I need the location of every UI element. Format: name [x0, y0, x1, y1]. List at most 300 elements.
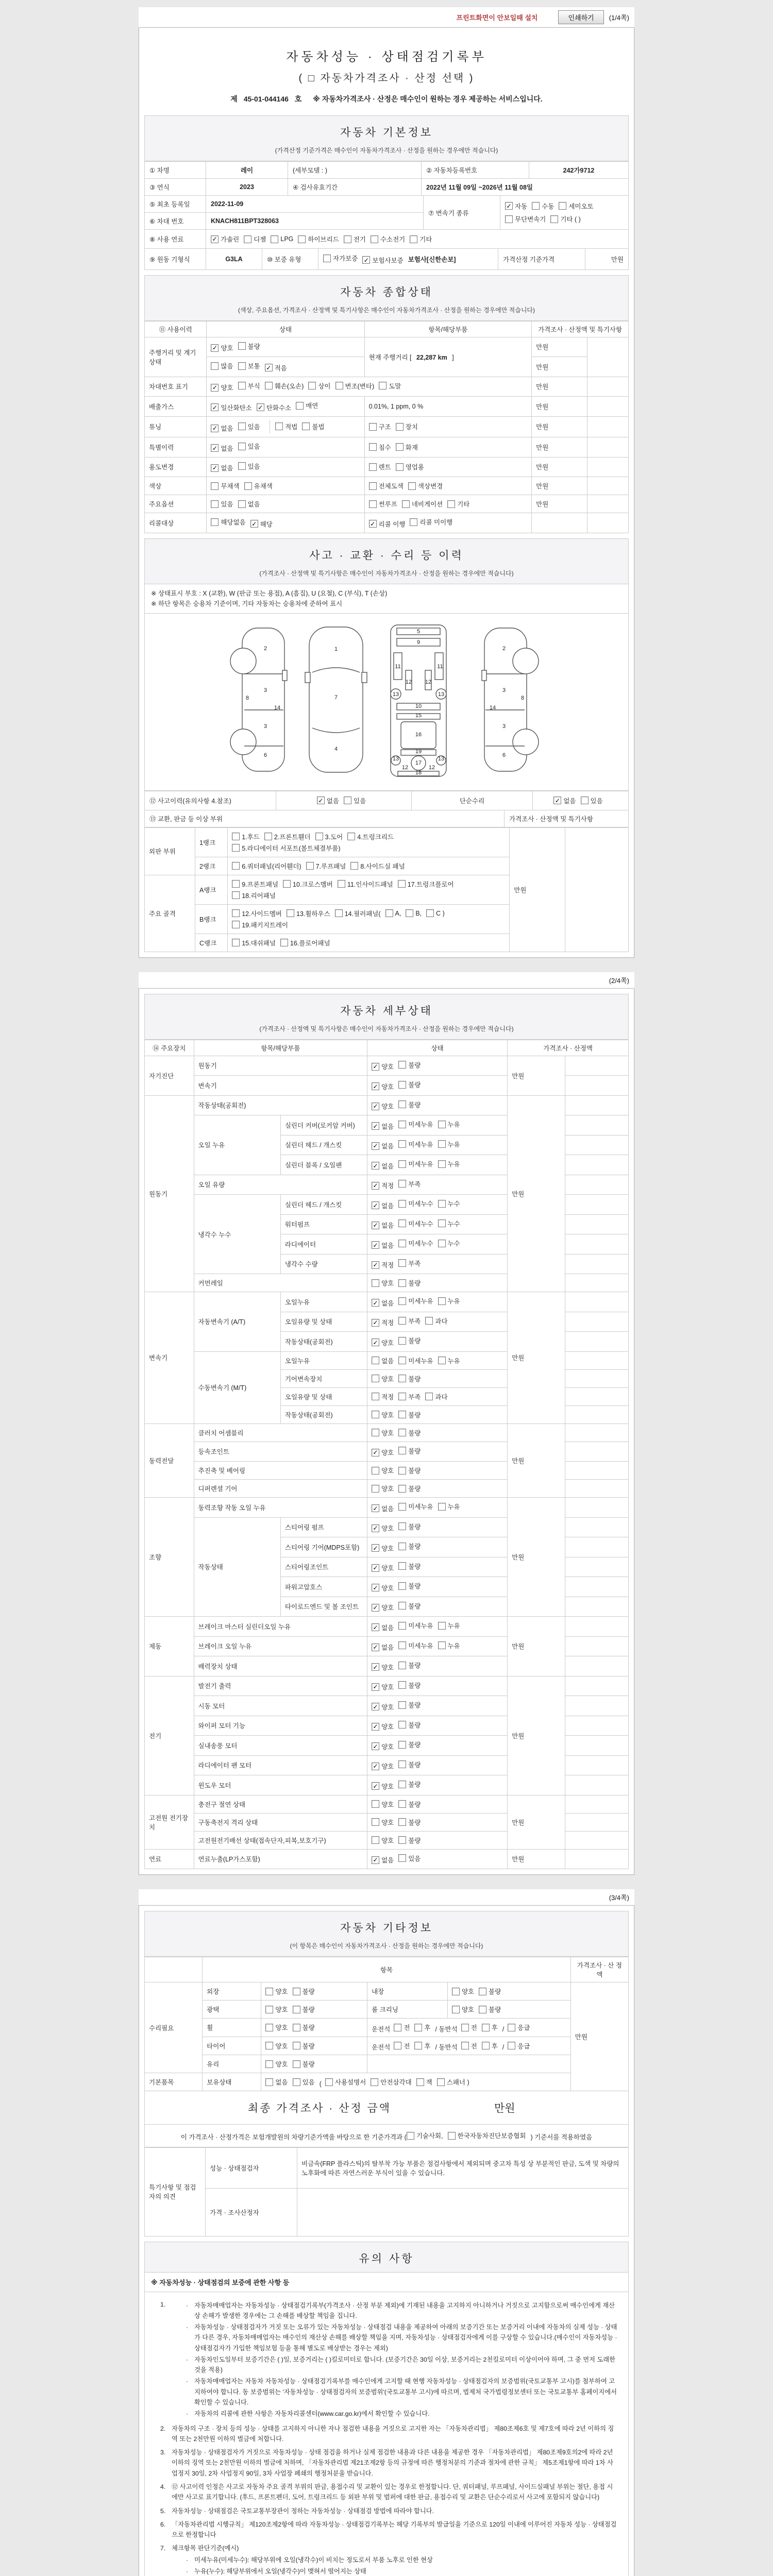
unchecked-box-icon [265, 1988, 273, 1995]
checked-box-icon: ✓ [372, 1261, 379, 1269]
checkbox-option: 불량 [398, 1760, 421, 1769]
unchecked-box-icon [398, 1200, 406, 1208]
panel-number-label: 12 [428, 764, 435, 771]
checkbox-option: 13.휠하우스 [287, 909, 330, 918]
checkbox-option: LPG [271, 235, 293, 243]
unchecked-box-icon [265, 2078, 273, 2086]
item-label: 배력장치 상태 [194, 1656, 367, 1676]
unchecked-box-icon [369, 463, 377, 471]
price-entry-cell [565, 1636, 629, 1656]
checkbox-option: ✓ 적정 [372, 1181, 394, 1190]
unchecked-box-icon [232, 844, 240, 852]
unchecked-box-icon [398, 1317, 406, 1325]
unchecked-box-icon [211, 500, 219, 508]
install-notice-link[interactable]: 프린트화면이 안보일때 설치 [456, 14, 538, 22]
unchecked-box-icon [398, 1602, 406, 1609]
panel-number-label: 14 [489, 704, 496, 711]
checkbox-option: 전체도색 [369, 481, 404, 490]
checkbox-option: ✓ 양호 [372, 1523, 394, 1533]
emission-values: 0.01%, 1 ppm, 0 % [364, 397, 532, 417]
unchecked-box-icon [293, 2006, 300, 2013]
checked-box-icon: ✓ [372, 1299, 379, 1307]
doc-no-suffix: 호 [294, 95, 302, 103]
item-label: 충전구 절연 상태 [194, 1795, 367, 1813]
unchecked-box-icon [372, 1411, 379, 1418]
panel-number-label: 13 [392, 755, 399, 762]
checkbox-option: 11.인사이드패널 [338, 879, 393, 889]
price-unit: 만원 [532, 397, 587, 417]
item-label: 오일유량 및 상태 [280, 1387, 367, 1405]
caution-text: 자동차성능 · 상태점검은 국토교통부장관이 정하는 자동차성능 · 상태점검 방법에 따라야 합니다. [172, 2507, 434, 2515]
unchecked-box-icon [398, 1800, 406, 1808]
checkbox-option: ✓ 없음 [211, 423, 233, 433]
device-group-label: 변속기 [145, 1292, 194, 1424]
price-entry-cell [565, 1332, 629, 1352]
unchecked-box-icon [238, 342, 246, 350]
caution-item [160, 2299, 619, 2420]
checkbox-option: 8.사이드실 패널 [350, 861, 405, 871]
state-checks [367, 1442, 508, 1462]
state-checks [367, 1517, 508, 1537]
checkbox-option: 기타 [447, 499, 469, 509]
inspector-remark-text: 비금속(FRP 플라스틱)의 탈부착 가능 부품은 점검사항에서 제외되며 중고차 특성 상 부분적인 판금, 도색 및 차량의 노후화에 따른 자연스러운 부식이 있을 수 있습니다. [297, 2147, 629, 2188]
panel-number-label: 3 [263, 723, 267, 730]
checkbox-option: 수동 [532, 201, 554, 211]
price-entry-cell [565, 1095, 629, 1115]
panel-number-label: 12 [425, 679, 432, 685]
checkbox-option: ✓ 양호 [372, 1101, 394, 1111]
checkbox-option: 후 [482, 2041, 498, 2050]
unchecked-box-icon [372, 1279, 379, 1287]
checkbox-option: 미세누유 [398, 1120, 433, 1129]
checked-box-icon: ✓ [372, 1604, 379, 1612]
checkbox-option: 색상변경 [408, 481, 443, 490]
checkbox-option: 많음 [211, 361, 233, 370]
checkbox-option: ✓ 양호 [372, 1082, 394, 1091]
unchecked-box-icon [232, 833, 240, 840]
unchecked-box-icon [398, 1180, 406, 1188]
usage-change-checks [207, 457, 364, 477]
checkbox-option: 불량 [398, 1740, 421, 1749]
price-entry-cell [565, 1056, 629, 1076]
unchecked-box-icon [293, 2078, 300, 2086]
check-text: / [502, 2025, 505, 2033]
checked-box-icon: ✓ [372, 1162, 379, 1170]
recall-checks [207, 513, 364, 533]
col-header: 가격조사 · 산정액 및 특기사항 [532, 321, 629, 337]
checkbox-option: ✓ 적정 [372, 1260, 394, 1269]
checkbox-option: 16.플로어패널 [280, 938, 330, 947]
unchecked-box-icon [325, 2078, 333, 2086]
checkbox-option: 세미오토 [559, 201, 593, 211]
col-header: 상태 [367, 1040, 508, 1056]
unchecked-box-icon [559, 202, 566, 210]
price-unit: 만원 [532, 416, 587, 437]
state-checks [367, 1736, 508, 1756]
table-row [145, 195, 628, 229]
state-checks [367, 1369, 508, 1387]
rankB-label: B랭크 [195, 904, 227, 934]
checkbox-option: 과다 [425, 1316, 447, 1326]
col-header: 가격조사 · 산정액 [508, 1040, 629, 1056]
checkbox-option: 양호 [265, 2023, 288, 2032]
checked-box-icon: ✓ [372, 1142, 379, 1150]
checkbox-option: 불량 [398, 1720, 421, 1730]
checkbox-option: 없음 [238, 499, 260, 509]
checkbox-option: ✓ 없음 [372, 1141, 394, 1150]
section-title: 자동차 기타정보 [340, 1922, 433, 1934]
possession-label: 보유상태 [203, 2073, 261, 2091]
state-checks [367, 1716, 508, 1736]
unchecked-box-icon [398, 1375, 406, 1382]
checkbox-option: 불량 [398, 1080, 421, 1089]
price-entry-cell [587, 495, 629, 513]
unchecked-box-icon [482, 2024, 490, 2031]
table-row [145, 161, 628, 178]
caution-text: 자동차성능 · 상태점검자가 거짓으로 자동차성능 · 상태 점검을 하거나 실제 점검한 내용과 다른 내용을 제공한 경우 「자동차관리법」 제80조제9호의2에 따라 2년 이하의 징역 또는 2천만원 이하의 벌금에 처하며, 「자동차관리법 제21조제2항 등의 규정에 따른 행정처분의 기준과 절차에 관한 규칙」 제5조제1항에 따라 1차 사업정지 30일, 2차 사업정지 90일, 3차 사업장 폐쇄의 행정처분을 받습니다. [172, 2449, 613, 2477]
price-entry-cell [565, 1775, 629, 1795]
checkbox-option: 무단변속기 [505, 214, 546, 224]
panel-number-label: 3 [502, 723, 506, 730]
checkbox-option: 후 [482, 2023, 498, 2032]
state-checks [367, 1577, 508, 1597]
checkbox-option: 없음 [372, 1356, 394, 1365]
checkbox-option: 양호 [372, 1800, 394, 1809]
unchecked-box-icon [394, 2042, 401, 2049]
item-label: 파워고압호스 [280, 1577, 367, 1597]
checked-box-icon: ✓ [211, 444, 219, 452]
checked-box-icon: ✓ [372, 1201, 379, 1209]
caution-bullet: · 자동차매매업자는 자동차 자동차성능 · 상태점검기록부를 매수인에게 고지할 때 현행 자동차성능 · 상태점검자의 보증범위(국토교통부 고시)를 첨부하여 고지하여야 합니다. 동 보증범위는 '자동차성능 · 상태점검자의 보증범위'(국토교통부 고시)에 따르며, 법제처 국가법령정보센터 또는 국토교통부 홈페이지에서 확인할 수 있습니다. [186, 2378, 617, 2406]
section-title: 자동차 종합상태 [340, 286, 433, 298]
checkbox-option: 6.쿼터패널(리어휀더) [232, 861, 301, 871]
checkbox-option: ✓ 양호 [372, 1603, 394, 1612]
table-row [145, 1676, 629, 1696]
unchecked-box-icon [372, 1836, 379, 1844]
unchecked-box-icon [425, 1393, 433, 1400]
checkbox-option: ✓ 없음 [211, 463, 233, 472]
checkbox-option: ✓ 양호 [372, 1062, 394, 1071]
unchecked-box-icon [394, 2024, 401, 2031]
state-checks [367, 1636, 508, 1656]
unchecked-box-icon [452, 1988, 460, 1995]
device-group-label: 고전원 전기장치 [145, 1795, 194, 1849]
unchecked-box-icon [532, 202, 540, 210]
price-entry-cell [587, 337, 629, 377]
checkbox-option: 양호 [372, 1278, 394, 1287]
checkbox-option: 9.프론트패널 [232, 879, 278, 889]
price-entry-cell [565, 1831, 629, 1849]
price-entry-cell [565, 1214, 629, 1234]
checkbox-option: 미세누유 [398, 1296, 433, 1306]
table-row [145, 457, 629, 477]
checkbox-option: ✓ 양호 [211, 383, 233, 392]
price-entry-cell [587, 416, 629, 437]
checked-box-icon: ✓ [211, 403, 219, 411]
unchecked-box-icon [385, 909, 393, 917]
price-entry-cell [565, 1351, 629, 1369]
panel-rank-table [144, 827, 629, 952]
item-label: 시동 모터 [194, 1696, 367, 1716]
tuning-legal-checks [270, 420, 329, 433]
unchecked-box-icon [425, 1317, 433, 1325]
state-checks [367, 1155, 508, 1175]
item-label: 브레이크 마스터 실린더오일 누유 [194, 1617, 367, 1637]
unchecked-box-icon [407, 2132, 414, 2140]
section-subtitle: (가격조사 · 산정액 및 특기사항은 매수인이 자동차가격조사 · 산정을 원하는 경우에만 적습니다) [259, 1025, 514, 1032]
checked-box-icon: ✓ [372, 1063, 379, 1071]
table-row [145, 1617, 629, 1637]
panel-number-label: 12 [401, 764, 409, 771]
price-entry-cell [565, 1274, 629, 1292]
checkbox-option: ✓ 양호 [372, 1338, 394, 1347]
caution-number: 6. [160, 2520, 166, 2528]
item-label: 디퍼렌셜 기어 [194, 1480, 367, 1498]
simple-repair-checks [532, 791, 628, 810]
unchecked-box-icon [398, 1160, 406, 1168]
table-row [145, 1849, 629, 1869]
color-kind-checks [364, 477, 532, 495]
unchecked-box-icon [479, 1988, 486, 1995]
price-entry-cell [587, 437, 629, 457]
price-unit: 만원 [508, 1849, 565, 1869]
warranty-check-group [323, 252, 408, 266]
state-checks [367, 1498, 508, 1518]
unchecked-box-icon [371, 235, 378, 243]
checkbox-option: 누유 [438, 1621, 460, 1630]
price-entry-cell [587, 457, 629, 477]
caution-item [160, 2543, 619, 2576]
detail-state-table [144, 1040, 629, 1870]
panel-number-label: 4 [334, 745, 338, 752]
panel-number-label: 17 [415, 759, 422, 766]
unchecked-box-icon [398, 1357, 406, 1364]
state-checks [367, 1214, 508, 1234]
price-entry-cell [565, 1155, 629, 1175]
options-checks [207, 495, 364, 513]
table-row [145, 1095, 629, 1115]
panel-number-label: 2 [263, 645, 267, 652]
checked-box-icon: ✓ [372, 1683, 379, 1691]
warranty-insurer: 보험사[신한손보] [408, 256, 456, 263]
table-row [145, 2055, 629, 2073]
row-label: 광택 [203, 2001, 261, 2019]
legend-line-2: ※ 하단 항목은 승용차 기준이며, 기타 자동차는 승용차에 준하여 표시 [151, 600, 343, 607]
price-unit: 만원 [508, 1292, 565, 1424]
checked-box-icon: ✓ [372, 1623, 379, 1631]
page-indicator-2: (2/4쪽) [609, 976, 629, 985]
usage-change-kind-checks [364, 457, 532, 477]
price-entry-cell [565, 1442, 629, 1462]
checkbox-option: 적법 [275, 422, 297, 431]
checkbox-option: ✓ 일산화탄소 [211, 403, 251, 412]
checkbox-option: 미세누유 [398, 1641, 433, 1650]
reg-no-value: 242가9712 [529, 162, 628, 178]
repair-needed-label: 수리필요 [145, 1982, 203, 2073]
state-checks [367, 1676, 508, 1696]
accident-history-checks [276, 791, 411, 810]
checkbox-option: 불량 [398, 1562, 421, 1571]
row-checks [447, 1982, 570, 2001]
vin-value: KNACH811BPT328063 [206, 213, 423, 229]
table-row [145, 810, 628, 827]
item-label: 오일유량 및 상태 [280, 1312, 367, 1332]
state-checks [367, 1095, 508, 1115]
checkbox-option: 부족 [398, 1259, 421, 1268]
special-history-checks [207, 437, 364, 457]
checked-box-icon: ✓ [553, 796, 561, 804]
price-entry-cell [565, 1755, 629, 1775]
price-entry-cell [587, 513, 629, 533]
checkbox-option: 불량 [398, 1660, 421, 1670]
unchecked-box-icon [369, 443, 377, 451]
checked-box-icon: ✓ [505, 202, 513, 210]
checkbox-option: 미세누유 [398, 1356, 433, 1365]
appraiser-remark-text [297, 2188, 629, 2236]
doc-notice: ※ 자동차가격조사 · 산정은 매수인이 원하는 경우 제공하는 서비스입니다. [313, 95, 543, 103]
price-entry-cell [565, 1480, 629, 1498]
unchecked-box-icon [398, 1760, 406, 1768]
final-price-note [144, 2125, 629, 2147]
checkbox-option: B, [406, 909, 422, 917]
unchecked-box-icon [369, 500, 377, 508]
unchecked-box-icon [371, 2078, 378, 2086]
unchecked-box-icon [232, 862, 240, 870]
checked-box-icon: ✓ [372, 1584, 379, 1591]
checkbox-option: 있음 [293, 2077, 315, 2087]
tuning-label: 튜닝 [145, 416, 207, 437]
basic-info-table [144, 161, 629, 270]
panel-number-label: 19 [415, 748, 422, 755]
rankC-label: C랭크 [195, 934, 227, 952]
price-entry-cell [565, 827, 629, 952]
checkbox-option: ✓ 없음 [211, 444, 233, 453]
reg-no-label: ② 자동차등록번호 [421, 162, 529, 178]
checkbox-option: 부족 [398, 1316, 421, 1326]
price-unit: 만원 [508, 1617, 565, 1676]
print-button[interactable]: 인쇄하기 [558, 10, 603, 24]
checkbox-option: 불량 [293, 2059, 315, 2069]
car-name-label: ① 차명 [149, 167, 170, 174]
checkbox-option: C ) [426, 909, 445, 917]
checkbox-option: 기술사회, [407, 2131, 443, 2140]
table-row [145, 513, 629, 533]
unchecked-box-icon [438, 1503, 446, 1511]
item-label: 오일 유량 [194, 1175, 367, 1195]
unchecked-box-icon [372, 1800, 379, 1808]
unchecked-box-icon [398, 1522, 406, 1530]
unchecked-box-icon [508, 2024, 515, 2031]
unchecked-box-icon [398, 1622, 406, 1630]
checkbox-option: 불량 [398, 1800, 421, 1809]
section-subtitle: (가격산정 기준가격은 매수인이 자동차가격조사 · 산정을 원하는 경우에만 적습니다) [275, 147, 498, 154]
unchecked-box-icon [306, 862, 314, 870]
item-label: 윈도우 모터 [194, 1775, 367, 1795]
checkbox-option: 불량 [398, 1466, 421, 1475]
unchecked-box-icon [398, 1836, 406, 1844]
price-unit: 만원 [532, 437, 587, 457]
state-checks [367, 1234, 508, 1255]
unchecked-box-icon [379, 382, 386, 389]
checkbox-option: 미세누수 [398, 1219, 433, 1228]
checkbox-option: ✓ 리콜 이행 [369, 519, 406, 529]
checked-box-icon: ✓ [250, 520, 258, 528]
check-text: / 동반석 [435, 2025, 458, 2033]
rank2-checks [228, 857, 510, 875]
mileage-amount-checks [207, 357, 364, 377]
checkbox-option: ✓ 양호 [372, 1782, 394, 1791]
checkbox-option: 영업용 [396, 462, 424, 471]
abnormal-parts-label: ⑬ 교환, 판금 등 이상 부위 [149, 815, 223, 823]
unchecked-box-icon [398, 1662, 406, 1669]
empty-cell [367, 2055, 571, 2073]
unchecked-box-icon [406, 909, 413, 917]
checkbox-option: 자가보증 [323, 253, 358, 263]
price-entry-cell [565, 1405, 629, 1423]
unchecked-box-icon [238, 500, 246, 508]
unchecked-box-icon [508, 2042, 515, 2049]
note-post: ) 기준서를 적용하였음 [530, 2133, 593, 2141]
table-row [145, 1292, 629, 1312]
unchecked-box-icon [315, 833, 323, 840]
state-checks [367, 1405, 508, 1423]
remarks-label: 특기사항 및 점검자의 의견 [145, 2147, 206, 2236]
checkbox-option: 양호 [265, 2059, 288, 2069]
check-text: / 동반석 [435, 2044, 458, 2051]
state-checks [367, 1056, 508, 1076]
unchecked-box-icon [232, 909, 240, 917]
unchecked-box-icon [244, 482, 252, 490]
checkbox-option: 누유 [438, 1120, 460, 1129]
fuel-label: ⑧ 사용 연료 [149, 236, 184, 243]
checkbox-option: 적정 [372, 1392, 394, 1401]
checkbox-option: ✓ 없음 [372, 1161, 394, 1171]
table-row [145, 791, 628, 810]
sub-group-label: 수동변속기 (M/T) [194, 1351, 280, 1423]
standard-book-checks [407, 2134, 531, 2141]
item-label: 기어변속장치 [280, 1369, 367, 1387]
checkbox-option: A, [385, 909, 401, 917]
rankC-checks [228, 934, 510, 952]
mileage-label: 주행거리 및 계기상태 [145, 337, 207, 377]
row-label: 룸 크리닝 [367, 2001, 448, 2019]
item-label: 라디에이터 [280, 1234, 367, 1255]
checkbox-option: ✓ 없음 [317, 796, 339, 805]
check-text: / [502, 2044, 505, 2051]
unchecked-box-icon [438, 1219, 446, 1227]
unchecked-box-icon [244, 235, 251, 243]
car-diagram-panel [144, 614, 629, 791]
table-row [145, 1056, 629, 1076]
appraiser-remark-label: 가격 · 조사산정자 [206, 2188, 297, 2236]
item-label: 스티어링 펌프 [280, 1517, 367, 1537]
price-entry-cell [565, 1795, 629, 1813]
price-unit: 만원 [532, 337, 587, 357]
price-unit: 만원 [532, 477, 587, 495]
unchecked-box-icon [452, 2006, 460, 2013]
checkbox-option: 불량 [293, 2005, 315, 2014]
checkbox-option: 침수 [369, 443, 391, 452]
item-label: 실린더 블록 / 오일팬 [280, 1155, 367, 1175]
checkbox-option: 하이브리드 [298, 234, 339, 244]
checkbox-option: 리콜 미이행 [410, 517, 452, 527]
state-checks [367, 1195, 508, 1215]
unchecked-box-icon [581, 796, 589, 804]
unchecked-box-icon [238, 462, 246, 470]
checkbox-option: 불량 [479, 1987, 501, 1996]
document-header [144, 33, 629, 115]
caution-bullet: · 미세누유(미세누수): 해당부위에 오일(냉각수)이 비치는 정도로서 부품 노후로 인한 현상 [186, 2556, 433, 2564]
